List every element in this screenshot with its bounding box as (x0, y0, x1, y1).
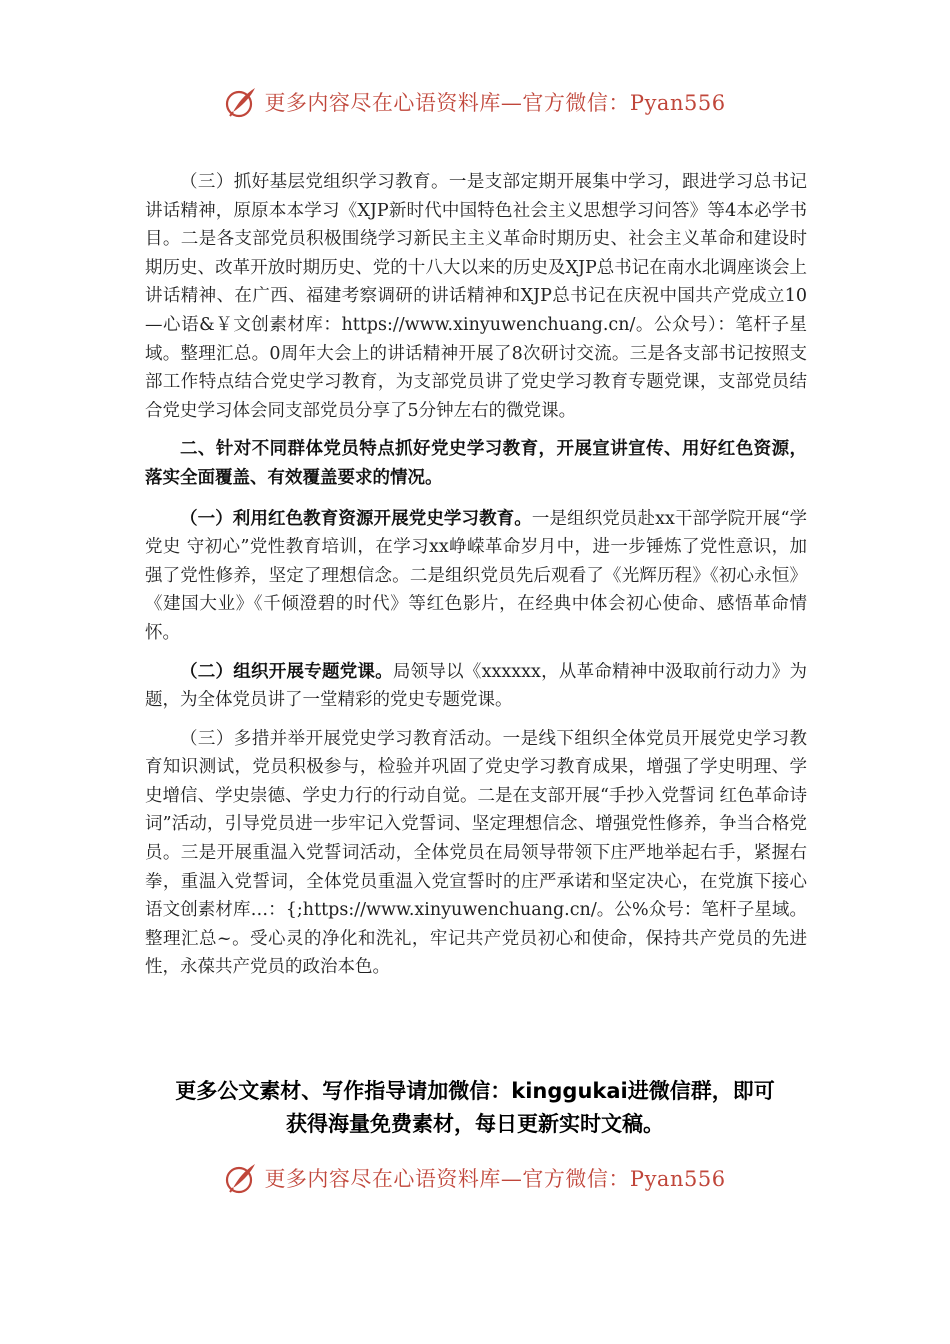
promo-line-2: 获得海量免费素材，每日更新实时文稿。 (286, 1112, 664, 1136)
paragraph-text: 一是组织党员赴xx干部学院开展“学党史 守初心”党性教育培训，在学习xx峥嵘革命岁月中，进一步锤炼了党性意识，加强了党性修养，坚定了理想信念。二是组织党员先后观看了《光辉历程》《初心永恒》《建国大业》《千倾澄碧的时代》等红色影片，在经典中体会初心使命、感悟革命情怀。 (145, 508, 808, 643)
paragraph-text: 局领导以《xxxxxx，从革命精神中汲取前行动力》为题，为全体党员讲了一堂精彩的党史专题党课。 (145, 661, 807, 711)
document-body (145, 168, 807, 992)
quill-pen-logo-icon (224, 1161, 258, 1195)
paragraph-lead: （二）组织开展专题党课。 (180, 661, 393, 682)
promo-notice (120, 1075, 830, 1141)
header-banner-text: 更多内容尽在心语资料库—官方微信：Pyan556 (264, 91, 726, 115)
quill-pen-logo-icon (224, 85, 258, 119)
promo-line-1: 更多公文素材、写作指导请加微信：kinggukai进微信群，即可 (175, 1079, 775, 1103)
paragraph-activities: （三）多措并举开展党史学习教育活动。一是线下组织全体党员开展党史学习教育知识测试，党员积极参与，检验并巩固了党史学习教育成果，增强了学史明理、学史增信、学史崇德、学史力行的行动自觉。二是在支部开展“手抄入党誓词 红色革命诗词”活动，引导党员进一步牢记入党誓词、坚定理想信念、增强党性修养，争当合格党员。三是开展重温入党誓词活动，全体党员在局领导带领下庄严地举起右手，紧握右拳，重温入党誓词，全体党员重温入党宣誓时的庄严承诺和坚定决心，在党旗下接心语文创素材库…：{;https://www.xinyuwenchuang.cn/。公%众号：笔杆子星域。整理汇总~。受心灵的净化和洗礼，牢记共产党员初心和使命，保持共产党员的先进性，永葆共产党员的政治本色。 (145, 728, 808, 978)
footer-banner-text: 更多内容尽在心语资料库—官方微信：Pyan556 (264, 1167, 726, 1191)
section-heading-2: 二、针对不同群体党员特点抓好党史学习教育，开展宣讲宣传、用好红色资源，落实全面覆盖、有效覆盖要求的情况。 (145, 439, 807, 488)
paragraph-branch-study: （三）抓好基层党组织学习教育。一是支部定期开展集中学习，跟进学习总书记讲话精神，原原本本学习《XJP新时代中国特色社会主义思想学习问答》等4本必学书目。二是各支部党员积极围绕学习新民主主义革命时期历史、社会主义革命和建设时期历史、改革开放时期历史、党的十八大以来的历史及XJP总书记在南水北调座谈会上讲话精神、在广西、福建考察调研的讲话精神和XJP总书记在庆祝中国共产党成立10—心语&￥文创素材库：https://www.xinyuwenchuang.cn/。公众号）：笔杆子星域。整理汇总。0周年大会上的讲话精神开展了8次研讨交流。三是各支部书记按照支部工作特点结合党史学习教育，为支部党员讲了党史学习教育专题党课，支部党员结合党史学习体会同支部党员分享了5分钟左右的微党课。 (145, 172, 807, 421)
paragraph-lead: （一）利用红色教育资源开展党史学习教育。 (180, 508, 532, 529)
paragraph-special-lecture (145, 658, 807, 715)
header-banner (0, 82, 950, 122)
footer-banner (0, 1158, 950, 1198)
paragraph-red-resources (145, 505, 807, 648)
